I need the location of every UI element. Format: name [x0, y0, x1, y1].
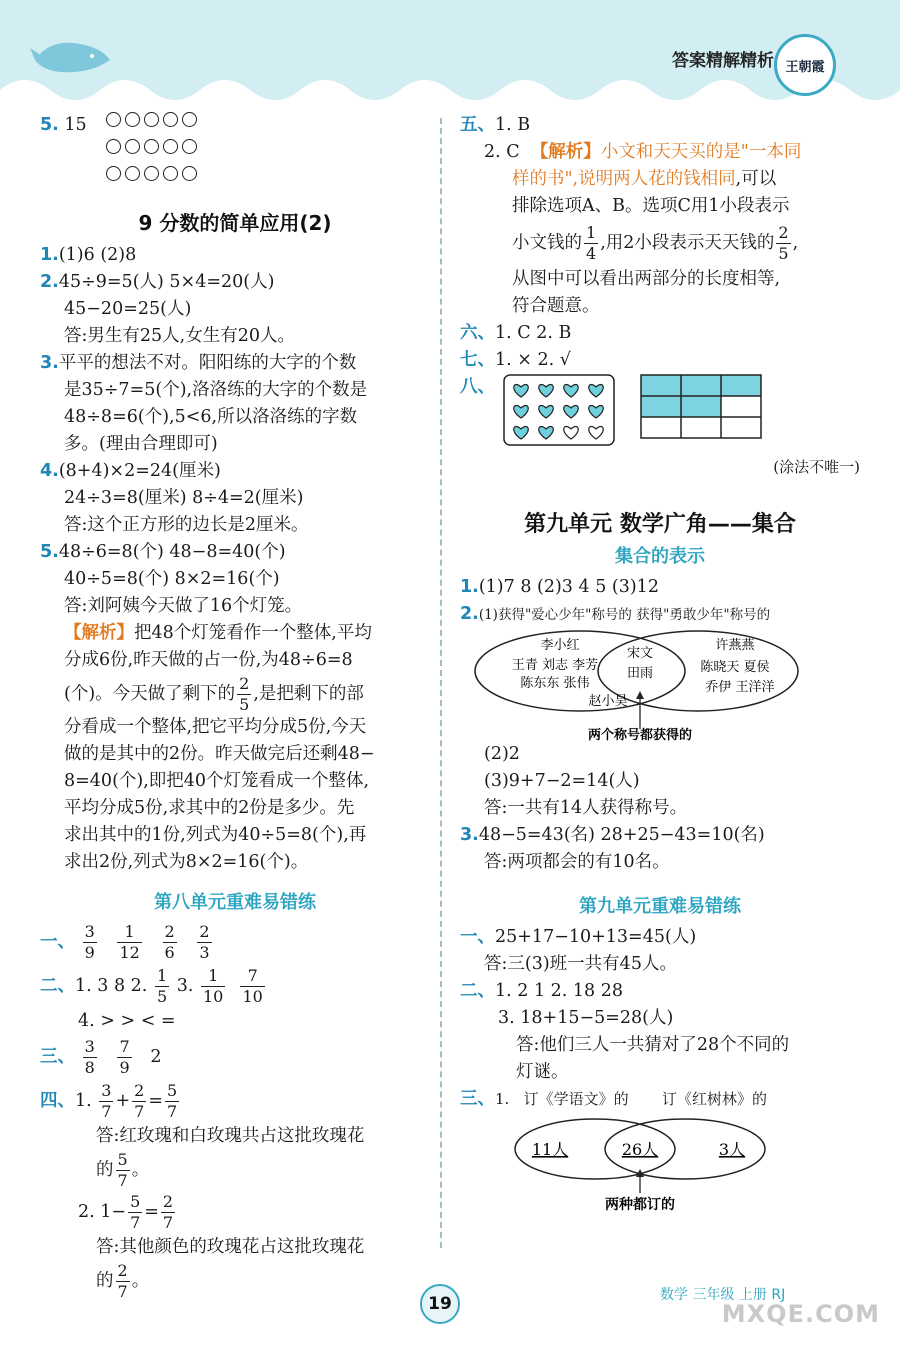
analysis-text: 做的是其中的2份。昨天做完后还剩48−: [64, 744, 375, 764]
answer-text: (2)2: [484, 744, 520, 764]
venn-value: 26人: [621, 1140, 659, 1159]
venn-diagram-subscriptions: [460, 1113, 860, 1213]
answer-text: 1. × 2. √: [495, 350, 571, 370]
analysis-text: 求出2份,列式为8×2=16(个)。: [64, 852, 309, 872]
answer-text: 2: [150, 1047, 162, 1067]
venn-left-name: 陈东东 张伟: [520, 676, 590, 691]
answer-text: 答:男生有25人,女生有20人。: [64, 326, 295, 346]
part-label: 八、: [460, 377, 495, 397]
watermark: MXQE.COM: [721, 1300, 880, 1328]
part-label: 一、: [40, 932, 75, 952]
unit9-subtitle: 集合的表示: [615, 546, 705, 567]
note-text: (涂法不唯一): [773, 458, 860, 476]
circle-grid: [106, 112, 201, 193]
q8-row: [460, 374, 860, 454]
u8-row2: 二、1. 3 8 2. $\frac{1}{5}$ 3. $\frac{1}{10}$ $\frac{7}{10}$: [40, 966, 263, 1006]
answer-text: 平平的想法不对。阳阳练的大字的个数: [58, 353, 357, 373]
analysis-text: 8=40(个),即把40个灯笼看成一个整体,: [64, 771, 370, 791]
fraction: $\frac{2}{5}$: [239, 674, 250, 714]
q5-text: 15: [64, 115, 87, 135]
section-title: 9 分数的简单应用(2): [138, 211, 332, 235]
analysis-text: 分看成一个整体,把它平均分成5份,今天: [64, 717, 367, 737]
answer-text: 答:这个正方形的边长是2厘米。: [64, 515, 309, 535]
analysis-text: 把48个灯笼看作一个整体,平均: [134, 623, 372, 643]
page-header: [0, 0, 900, 108]
answer-text: 4. > > < =: [78, 1011, 176, 1031]
analysis-line: [40, 620, 430, 647]
analysis-text: ,可以: [735, 169, 777, 189]
venn-left-name: 李小红: [540, 638, 580, 653]
answer-text: 48−5=43(名) 28+25−43=10(名): [478, 825, 765, 845]
answer-line: 的 $\frac{2}{7}$ 。: [96, 1261, 150, 1301]
q-number: 2.: [460, 604, 479, 624]
part-label: 三、: [460, 1089, 495, 1109]
venn-label: 订《红树林》的: [662, 1090, 768, 1108]
venn-caption: 两种都订的: [605, 1197, 675, 1213]
part-label: 七、: [460, 350, 495, 370]
analysis-text: 符合题意。: [512, 296, 600, 316]
u8-row1: 一、 $\frac{3}{9}$ $\frac{1}{12}$ $\frac{2}{6}$ $\frac{2}{3}$: [40, 922, 210, 962]
analysis-text: 排除选项A、B。选项C用1小段表示: [512, 196, 790, 216]
answer-text: 答:三(3)班一共有45人。: [484, 954, 677, 974]
answer-text: (1)6 (2)8: [58, 245, 137, 265]
answer-text: 是35÷7=5(个),洛洛练的大字的个数是: [64, 380, 368, 400]
unit9-title: 第九单元 数学广角——集合: [524, 512, 796, 537]
venn-diagram-titles: [460, 629, 860, 741]
answer-text: 1. C 2. B: [495, 323, 572, 343]
venn-label: 订《学语文》的: [523, 1090, 629, 1108]
analysis-line: 小文钱的 $\frac{1}{4}$ ,用2小段表示天天钱的 $\frac{2}{5}$ ,: [512, 223, 799, 263]
venn-mid-name: 宋文: [626, 646, 654, 661]
part-label: 二、: [40, 976, 75, 996]
answer-text: 答:一共有14人获得称号。: [484, 798, 688, 818]
page-number: 19: [420, 1284, 460, 1324]
venn-right-name: 许燕燕: [715, 638, 755, 653]
analysis-text: 样的书",说明两人花的钱相同: [512, 169, 736, 189]
venn-right-name: 陈晓天 夏侯: [700, 660, 770, 675]
answer-text: 48÷8=6(个),5<6,所以洛洛练的字数: [64, 407, 358, 427]
part-label: 二、: [460, 981, 495, 1001]
answer-text: 45÷9=5(人) 5×4=20(人): [58, 272, 275, 292]
part-label: 一、: [460, 927, 495, 947]
analysis-text: 分成6份,昨天做的占一份,为48÷6=8: [64, 650, 353, 670]
analysis-line: [40, 674, 430, 714]
q-number: 1.: [460, 577, 479, 597]
answer-text: 48÷6=8(个) 48−8=40(个): [58, 542, 286, 562]
analysis-tag: 【解析】: [530, 142, 601, 162]
venn-value: 11人: [531, 1140, 569, 1159]
q-number: 5.: [40, 542, 59, 562]
analysis-text: ,是把剩下的部: [253, 684, 364, 704]
answer-text: 答:其他颜色的玫瑰花占这批玫瑰花: [96, 1237, 365, 1257]
answer-text: 3.: [176, 976, 194, 996]
u8-row4: 四、1. $\frac{3}{7}$ + $\frac{2}{7}$ = $\frac{5}{7}$: [40, 1081, 178, 1121]
q-number: 3.: [460, 825, 479, 845]
left-column: [40, 112, 430, 1301]
logo-text: 王朝霞: [785, 59, 825, 75]
answer-text: 1.: [75, 1091, 92, 1111]
answer-text: (1)获得"爱心少年"称号的 获得"勇敢少年"称号的: [478, 607, 771, 623]
answer-text: 1. 2 1 2. 18 28: [495, 981, 624, 1001]
answer-text: 多。(理由合理即可): [64, 434, 218, 454]
q-number: 2.: [40, 272, 59, 292]
answer-text: 40÷5=8(个) 8×2=16(个): [64, 569, 280, 589]
answer-text: 答:刘阿姨今天做了16个灯笼。: [64, 596, 303, 616]
q-number: 3.: [40, 353, 59, 373]
analysis-text: 从图中可以看出两部分的长度相等,: [512, 269, 781, 289]
wave-decoration: [0, 70, 900, 110]
hearts-box: [503, 374, 615, 446]
grid-diagram: [640, 374, 762, 440]
answer-text: 1. 3 8 2.: [75, 976, 148, 996]
q-number: 1.: [40, 245, 59, 265]
part-label: 六、: [460, 323, 495, 343]
answer-text: 答:红玫瑰和白玫瑰共占这批玫瑰花: [96, 1126, 365, 1146]
unit9-drill-title: 第九单元重难易错练: [579, 896, 741, 917]
answer-line: 2. 1− $\frac{5}{7}$ = $\frac{2}{7}$: [78, 1192, 174, 1232]
answer-text: 答:两项都会的有10名。: [484, 852, 670, 872]
venn-left-name: 赵小昊: [588, 694, 628, 709]
part-label: 四、: [40, 1091, 75, 1111]
answer-text: 1. B: [495, 115, 531, 135]
analysis-text: 求出其中的1份,列式为40÷5=8(个),再: [64, 825, 367, 845]
part-label: 三、: [40, 1047, 75, 1067]
column-divider: [440, 118, 442, 1248]
answer-text: (1)7 8 (2)3 4 5 (3)12: [478, 577, 659, 597]
analysis-text: (个)。今天做了剩下的: [64, 684, 236, 704]
answer-line: [40, 242, 430, 269]
analysis-text: 平均分成5份,求其中的2份是多少。先: [64, 798, 355, 818]
u8-row3: 三、 $\frac{3}{8}$ $\frac{7}{9}$ 2: [40, 1037, 162, 1077]
answer-text: 灯谜。: [516, 1062, 569, 1082]
answer-text: 2. C: [484, 142, 520, 162]
answer-text: (3)9+7−2=14(人): [484, 771, 640, 791]
answer-text: 答:他们三人一共猜对了28个不同的: [516, 1035, 790, 1055]
venn-left-name: 王青 刘志 李芳: [511, 658, 599, 673]
venn-caption: 两个称号都获得的: [587, 728, 693, 741]
part-label: 五、: [460, 115, 495, 135]
answer-text: 3. 18+15−5=28(人): [498, 1008, 674, 1028]
unit8-drill-title: 第八单元重难易错练: [154, 892, 316, 913]
answer-text: 24÷3=8(厘米) 8÷4=2(厘米): [64, 488, 304, 508]
answer-text: (8+4)×2=24(厘米): [58, 461, 221, 481]
right-column: [460, 112, 860, 1213]
header-title: 答案精解精析: [672, 51, 774, 71]
answer-text: 45−20=25(人): [64, 299, 192, 319]
brand-logo: [774, 34, 836, 96]
answer-text: 25+17−10+13=45(人): [495, 927, 697, 947]
analysis-tag: 【解析】: [64, 623, 134, 643]
q5-row: [40, 112, 430, 193]
q-number: 4.: [40, 461, 59, 481]
q5-label: 5.: [40, 115, 59, 135]
answer-line: 的 $\frac{5}{7}$ 。: [96, 1150, 150, 1190]
footer-text: 数学 三年级 上册 RJ: [660, 1287, 786, 1303]
analysis-text: 小文和天天买的是"一本同: [600, 142, 802, 162]
venn-value: 3人: [718, 1140, 746, 1159]
venn-mid-name: 田雨: [626, 666, 654, 681]
venn-right-name: 乔伊 王洋洋: [705, 680, 775, 695]
answer-text: 1.: [495, 1090, 510, 1108]
